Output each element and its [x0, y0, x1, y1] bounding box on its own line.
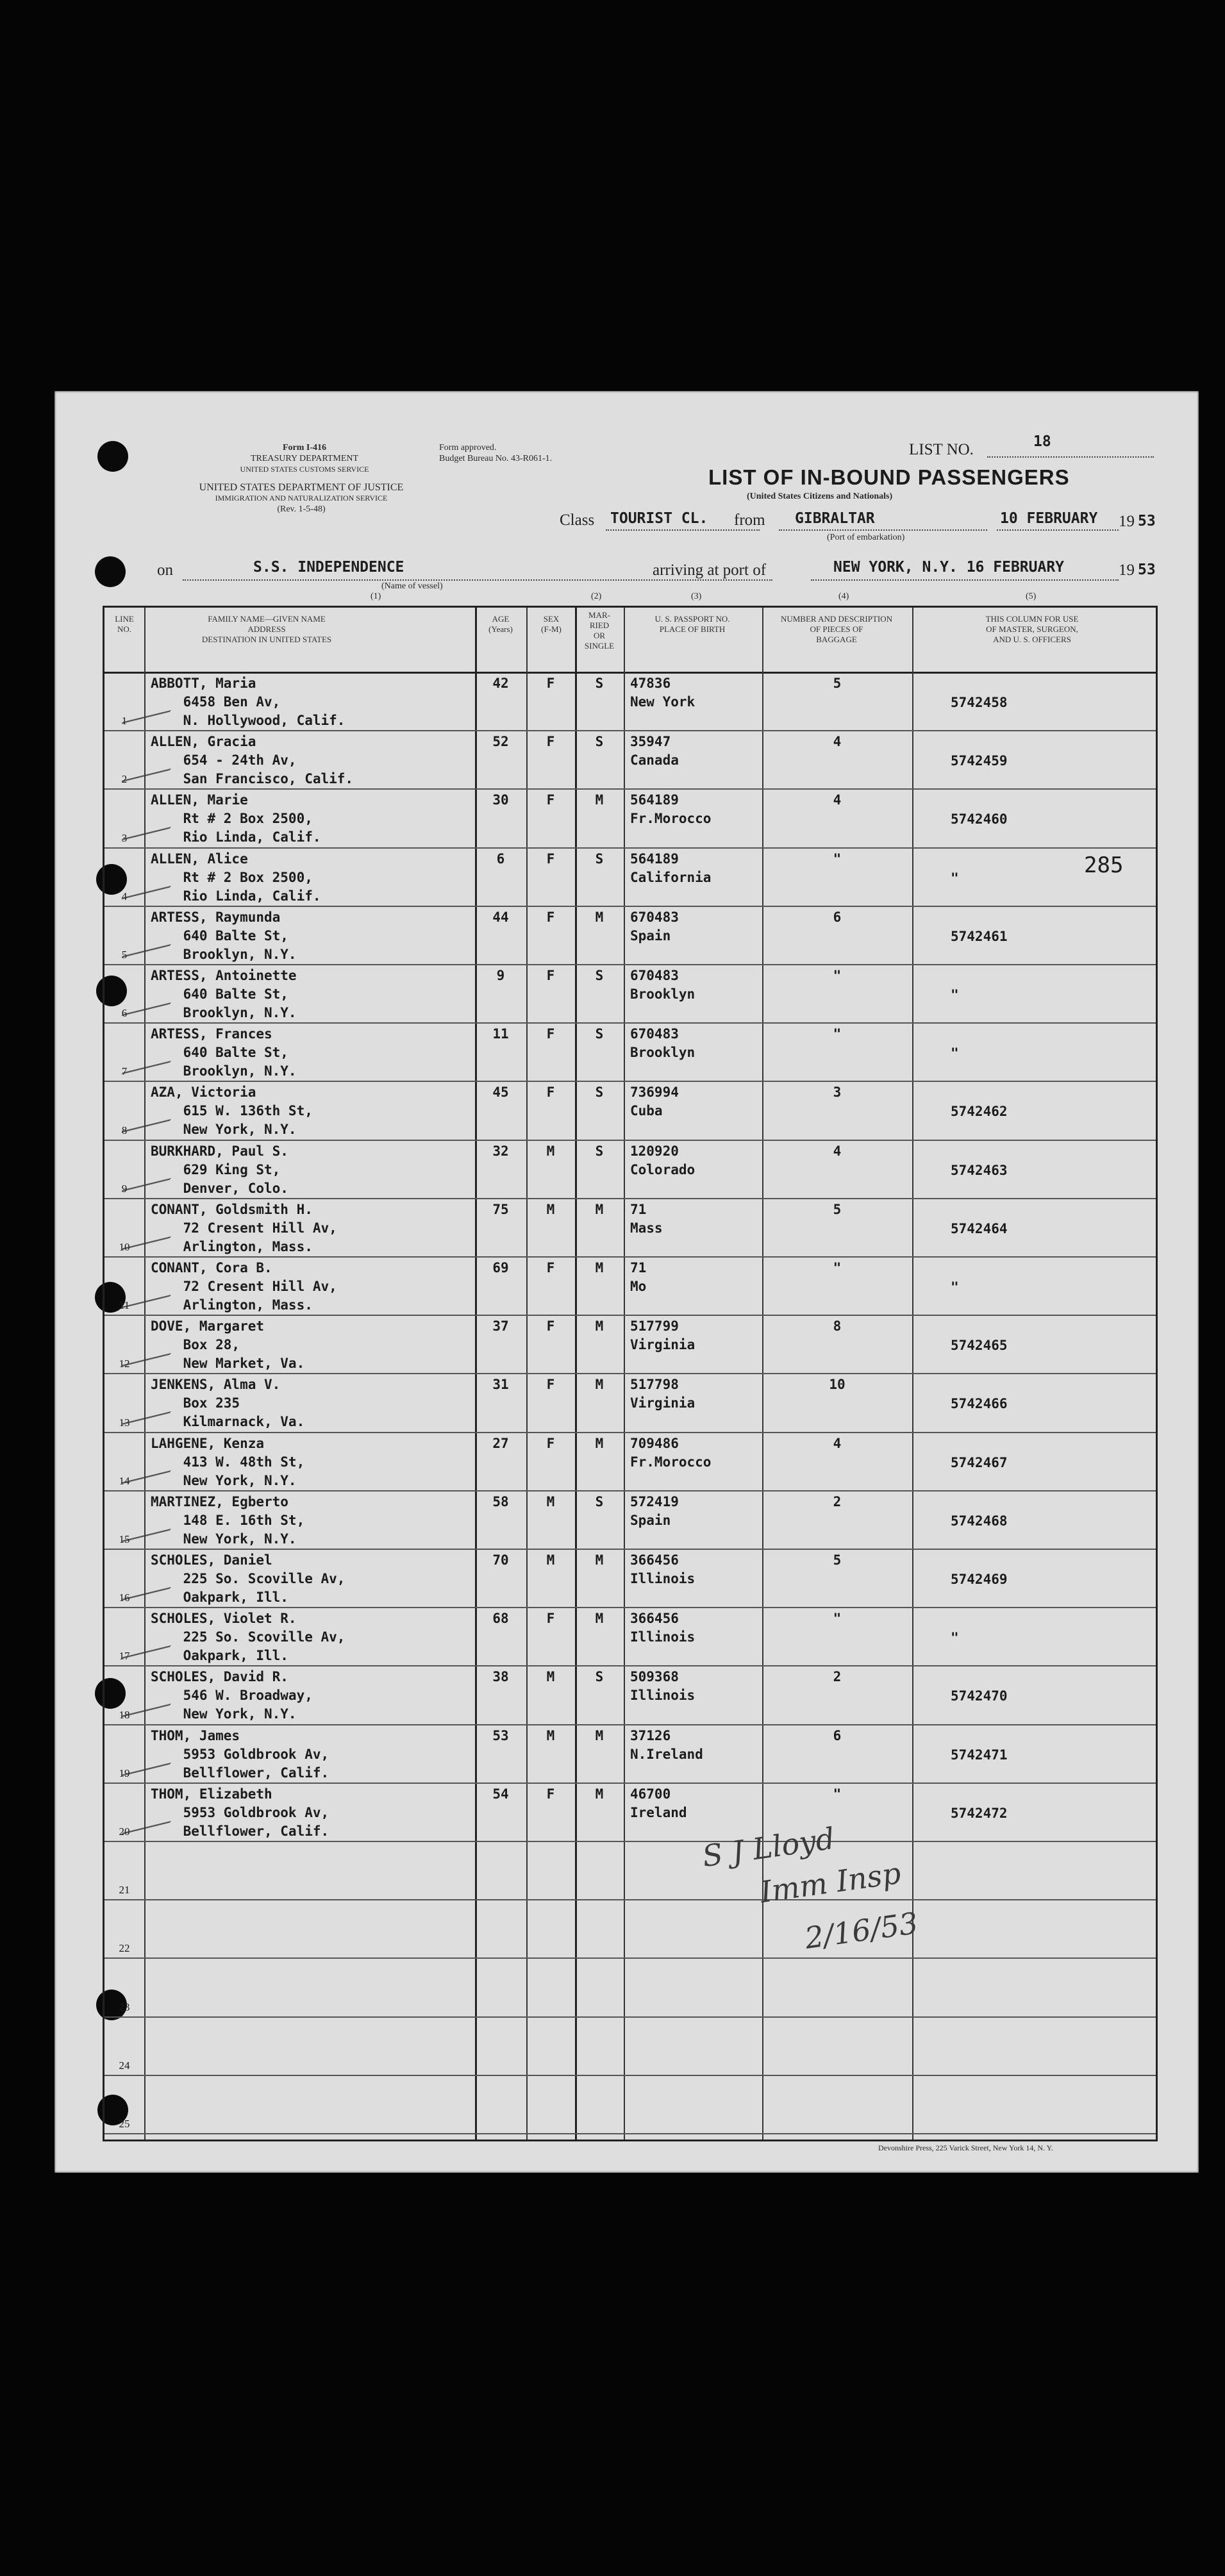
form-number: Form I-416	[282, 443, 327, 453]
passenger-age: 58	[492, 1493, 509, 1509]
list-no-label: LIST NO.	[909, 441, 974, 458]
passenger-age: 9	[496, 968, 505, 983]
line-number: 9	[121, 1182, 128, 1195]
line-number: 6	[121, 1007, 128, 1020]
baggage-count: 4	[833, 792, 842, 808]
table-row	[104, 1899, 1156, 1959]
passenger-age: 44	[492, 909, 509, 925]
form-header-justice	[157, 482, 446, 515]
department-treasury: TREASURY DEPARTMENT	[250, 454, 359, 463]
line-number: 19	[119, 1766, 130, 1779]
passenger-marital-status: M	[595, 1786, 604, 1802]
passenger-name-address: THOM, James 5953 Goldbrook Av, Bellflower, Calif.	[151, 1727, 329, 1781]
line-number: 2	[121, 773, 128, 786]
passenger-sex: F	[546, 1318, 555, 1334]
table-row	[104, 1198, 1156, 1258]
passenger-sex: F	[546, 792, 555, 808]
officer-column: "	[951, 1045, 959, 1061]
passenger-name-address: SCHOLES, Violet R. 225 So. Scoville Av, Oakpark, Ill.	[151, 1611, 346, 1664]
baggage-count: "	[833, 1611, 842, 1627]
passport-birthplace: 46700 Ireland	[630, 1786, 687, 1820]
passenger-age: 68	[492, 1611, 509, 1627]
passenger-sex: F	[546, 1084, 555, 1101]
line-number: 16	[119, 1591, 130, 1604]
passenger-age: 54	[492, 1786, 509, 1802]
passenger-name-address: MARTINEZ, Egberto 148 E. 16th St, New York, N.Y.	[151, 1493, 305, 1547]
header-line-no: LINE NO.	[115, 614, 134, 634]
passport-birthplace: 564189 Fr.Morocco	[630, 792, 712, 827]
baggage-count: 4	[833, 734, 842, 750]
passenger-sex: F	[546, 1611, 555, 1627]
table-row	[104, 672, 1156, 731]
line-number: 23	[119, 2000, 130, 2013]
document-subtitle: (United States Citizens and Nationals)	[747, 492, 893, 501]
passenger-marital-status: M	[595, 909, 604, 925]
passenger-marital-status: S	[595, 1026, 604, 1042]
passenger-table	[103, 606, 1158, 2141]
passport-birthplace: 120920 Colorado	[630, 1143, 696, 1177]
line-number: 8	[121, 1124, 128, 1136]
baggage-count: "	[833, 968, 842, 983]
passenger-sex: F	[546, 676, 555, 691]
passport-birthplace: 709486 Fr.Morocco	[630, 1435, 712, 1470]
baggage-count: 4	[833, 1435, 842, 1451]
header-passport: U. S. PASSPORT NO. PLACE OF BIRTH	[654, 614, 730, 634]
passenger-marital-status: M	[595, 1201, 604, 1217]
baggage-count: 3	[833, 1084, 842, 1101]
passenger-marital-status: M	[595, 1727, 604, 1743]
punch-hole	[95, 556, 126, 587]
passport-birthplace: 670483 Spain	[630, 909, 679, 943]
table-row	[104, 1373, 1156, 1433]
inspector-title-handwritten: Imm Insp	[758, 1855, 903, 1910]
officer-column: "	[951, 987, 959, 1002]
table-row	[104, 1490, 1156, 1550]
table-row	[104, 1607, 1156, 1666]
passenger-name-address: BURKHARD, Paul S. 629 King St, Denver, Colo.	[151, 1143, 288, 1196]
table-row	[104, 2075, 1156, 2134]
passenger-name-address: ARTESS, Antoinette 640 Balte St, Brooklyn, N.Y.	[151, 968, 297, 1020]
departure-date: 10 FEBRUARY	[1000, 510, 1098, 527]
table-row	[104, 2016, 1156, 2076]
passport-birthplace: 517798 Virginia	[630, 1377, 696, 1411]
form-approved-text: Form approved.	[439, 443, 497, 453]
line-number: 24	[119, 2059, 130, 2072]
form-header-left	[208, 442, 401, 475]
officer-column: 5742471	[951, 1747, 1008, 1763]
table-row	[104, 964, 1156, 1024]
table-row	[104, 788, 1156, 848]
passenger-name-address: CONANT, Goldsmith H. 72 Cresent Hill Av, Arlington, Mass.	[151, 1201, 337, 1254]
line-number: 4	[121, 890, 128, 902]
passport-birthplace: 366456 Illinois	[630, 1611, 696, 1645]
passenger-name-address: ALLEN, Marie Rt # 2 Box 2500, Rio Linda, Calif.	[151, 792, 321, 845]
line-number: 10	[119, 1240, 130, 1253]
table-row	[104, 1081, 1156, 1140]
passenger-age: 69	[492, 1260, 509, 1276]
passenger-marital-status: S	[595, 734, 604, 750]
line-number: 22	[119, 1942, 130, 1955]
table-row	[104, 1256, 1156, 1316]
passport-birthplace: 572419 Spain	[630, 1493, 679, 1528]
officer-column: 5742461	[951, 928, 1008, 944]
baggage-count: 5	[833, 1201, 842, 1217]
passenger-age: 42	[492, 676, 509, 691]
inspection-date-handwritten: 2/16/53	[803, 1905, 921, 1956]
passenger-age: 37	[492, 1318, 509, 1334]
passenger-sex: F	[546, 1786, 555, 1802]
table-row	[104, 1315, 1156, 1374]
officer-column: 5742464	[951, 1220, 1008, 1236]
from-value: GIBRALTAR	[795, 510, 875, 527]
passenger-sex: M	[546, 1201, 555, 1217]
passenger-marital-status: M	[595, 1377, 604, 1393]
table-row	[104, 1549, 1156, 1608]
table-row	[104, 1957, 1156, 2017]
column-number: (4)	[838, 592, 849, 601]
passenger-name-address: SCHOLES, David R. 546 W. Broadway, New York, N.Y.	[151, 1669, 313, 1722]
arrival-year-prefix: 19	[1119, 561, 1135, 579]
passenger-name-address: SCHOLES, Daniel 225 So. Scoville Av, Oakpark, Ill.	[151, 1552, 346, 1605]
line-number: 21	[119, 1884, 130, 1897]
year-prefix: 19	[1119, 513, 1135, 530]
passenger-name-address: CONANT, Cora B. 72 Cresent Hill Av, Arlington, Mass.	[151, 1260, 337, 1313]
passenger-marital-status: S	[595, 676, 604, 691]
passport-birthplace: 564189 California	[630, 851, 712, 885]
passenger-marital-status: M	[595, 1611, 604, 1627]
line-number: 20	[119, 1825, 130, 1838]
form-revision: (Rev. 1-5-48)	[277, 504, 326, 514]
baggage-count: "	[833, 1026, 842, 1042]
passport-birthplace: 670483 Brooklyn	[630, 1026, 696, 1061]
passenger-name-address: ARTESS, Frances 640 Balte St, Brooklyn, N.Y.	[151, 1026, 297, 1079]
table-header	[104, 608, 1156, 674]
officer-column: 5742470	[951, 1688, 1008, 1704]
officer-column: "	[951, 1630, 959, 1646]
passport-birthplace: 670483 Brooklyn	[630, 968, 696, 1002]
passenger-sex: M	[546, 1669, 555, 1685]
passenger-age: 27	[492, 1435, 509, 1451]
line-number: 3	[121, 831, 128, 844]
passport-birthplace: 71 Mo	[630, 1260, 647, 1294]
department-treasury-sub: UNITED STATES CUSTOMS SERVICE	[240, 465, 369, 474]
passport-birthplace: 35947 Canada	[630, 734, 679, 769]
column-number: (5)	[1026, 592, 1037, 601]
passenger-name-address: ALLEN, Gracia 654 - 24th Av, San Francisco, Calif.	[151, 734, 354, 787]
table-row	[104, 1841, 1156, 1900]
passenger-age: 6	[496, 851, 505, 867]
table-row	[104, 1432, 1156, 1492]
vessel-name: S.S. INDEPENDENCE	[253, 559, 404, 576]
passenger-sex: M	[546, 1143, 555, 1159]
baggage-count: 6	[833, 1727, 842, 1743]
passenger-age: 31	[492, 1377, 509, 1393]
officer-column: "	[951, 1279, 959, 1295]
document-title: LIST OF IN-BOUND PASSENGERS	[708, 465, 1070, 489]
passenger-marital-status: S	[595, 1493, 604, 1509]
officer-column: 5742459	[951, 753, 1008, 769]
class-label: Class	[560, 511, 595, 529]
officer-column: 5742460	[951, 811, 1008, 827]
department-justice: UNITED STATES DEPARTMENT OF JUSTICE	[199, 482, 404, 493]
baggage-count: 5	[833, 676, 842, 691]
baggage-count: 2	[833, 1669, 842, 1685]
vessel-caption: (Name of vessel)	[381, 581, 443, 591]
passenger-marital-status: M	[595, 792, 604, 808]
passport-birthplace: 736994 Cuba	[630, 1084, 679, 1119]
passport-birthplace: 37126 N.Ireland	[630, 1727, 703, 1762]
form-approval	[439, 442, 631, 464]
header-officers: THIS COLUMN FOR USE OF MASTER, SURGEON, AND U. S. OFFICERS	[985, 614, 1079, 644]
passenger-marital-status: M	[595, 1435, 604, 1451]
table-row	[104, 1022, 1156, 1082]
passenger-marital-status: S	[595, 1143, 604, 1159]
passport-birthplace: 509368 Illinois	[630, 1669, 696, 1704]
line-number: 7	[121, 1065, 128, 1078]
passenger-age: 52	[492, 734, 509, 750]
baggage-count: 4	[833, 1143, 842, 1159]
department-justice-sub: IMMIGRATION AND NATURALIZATION SERVICE	[215, 494, 388, 503]
passenger-age: 75	[492, 1201, 509, 1217]
passenger-name-address: ABBOTT, Maria 6458 Ben Av, N. Hollywood, Calif.	[151, 676, 346, 728]
baggage-count: "	[833, 1260, 842, 1276]
baggage-count: 2	[833, 1493, 842, 1509]
passport-birthplace: 47836 New York	[630, 676, 696, 710]
passenger-name-address: DOVE, Margaret Box 28, New Market, Va.	[151, 1318, 305, 1372]
arriving-label: arriving at port of	[653, 561, 767, 579]
passenger-marital-status: S	[595, 1084, 604, 1101]
passenger-marital-status: M	[595, 1318, 604, 1334]
arrival-port-date: NEW YORK, N.Y. 16 FEBRUARY	[833, 559, 1065, 576]
passenger-sex: F	[546, 1435, 555, 1451]
header-baggage: NUMBER AND DESCRIPTION OF PIECES OF BAGGAGE	[780, 614, 893, 644]
line-number: 13	[119, 1416, 130, 1429]
table-row	[104, 1724, 1156, 1784]
passenger-name-address: AZA, Victoria 615 W. 136th St, New York, N.Y.	[151, 1084, 313, 1138]
passenger-age: 11	[492, 1026, 509, 1042]
passport-birthplace: 517799 Virginia	[630, 1318, 696, 1353]
printer-imprint: Devonshire Press, 225 Varick Street, New York 14, N. Y.	[878, 2143, 1053, 2152]
passenger-sex: M	[546, 1727, 555, 1743]
passenger-name-address: LAHGENE, Kenza 413 W. 48th St, New York, N.Y.	[151, 1435, 305, 1488]
line-number: 17	[119, 1650, 130, 1663]
from-label: from	[734, 511, 765, 529]
passenger-age: 53	[492, 1727, 509, 1743]
officer-column: 5742463	[951, 1162, 1008, 1178]
line-number: 1	[121, 715, 128, 727]
table-row	[104, 1665, 1156, 1725]
officer-note: 285	[1084, 852, 1124, 878]
line-number: 11	[119, 1299, 130, 1312]
baggage-count: 8	[833, 1318, 842, 1334]
officer-column: 5742462	[951, 1104, 1008, 1120]
passenger-name-address: JENKENS, Alma V. Box 235 Kilmarnack, Va.	[151, 1377, 305, 1430]
table-row	[104, 1140, 1156, 1199]
table-row	[104, 1782, 1156, 1842]
passenger-sex: F	[546, 851, 555, 867]
passenger-sex: F	[546, 1260, 555, 1276]
table-row	[104, 730, 1156, 790]
passenger-sex: F	[546, 734, 555, 750]
on-label: on	[157, 561, 173, 579]
officer-column: 5742468	[951, 1513, 1008, 1529]
inspector-signature: S J Lloyd	[700, 1820, 837, 1874]
officer-column: 5742465	[951, 1338, 1008, 1354]
baggage-count: "	[833, 1786, 842, 1802]
passenger-sex: F	[546, 909, 555, 925]
arrival-year: 53	[1138, 561, 1156, 578]
list-no-value: 18	[1033, 433, 1051, 450]
line-number: 5	[121, 948, 128, 961]
passenger-marital-status: S	[595, 968, 604, 983]
officer-column: 5742466	[951, 1396, 1008, 1412]
officer-column: 5742469	[951, 1572, 1008, 1587]
passenger-sex: M	[546, 1552, 555, 1568]
passenger-age: 38	[492, 1669, 509, 1685]
class-value: TOURIST CL.	[610, 510, 708, 527]
column-number: (1)	[371, 592, 381, 601]
passenger-name-address: ARTESS, Raymunda 640 Balte St, Brooklyn, N.Y.	[151, 909, 297, 962]
passenger-age: 32	[492, 1143, 509, 1159]
column-number: (3)	[691, 592, 702, 601]
passenger-marital-status: S	[595, 851, 604, 867]
passport-birthplace: 71 Mass	[630, 1201, 663, 1236]
passenger-sex: F	[546, 1026, 555, 1042]
passenger-marital-status: S	[595, 1669, 604, 1685]
line-number: 14	[119, 1474, 130, 1487]
line-number: 25	[119, 2117, 130, 2130]
baggage-count: "	[833, 851, 842, 867]
passenger-sex: M	[546, 1493, 555, 1509]
passenger-age: 70	[492, 1552, 509, 1568]
officer-column: 5742458	[951, 695, 1008, 710]
passenger-name-address: THOM, Elizabeth 5953 Goldbrook Av, Bellflower, Calif.	[151, 1786, 329, 1839]
passenger-name-address: ALLEN, Alice Rt # 2 Box 2500, Rio Linda, Calif.	[151, 851, 321, 904]
table-row	[104, 906, 1156, 965]
line-number: 15	[119, 1533, 130, 1545]
passenger-marital-status: M	[595, 1552, 604, 1568]
baggage-count: 6	[833, 909, 842, 925]
departure-year: 53	[1138, 513, 1156, 529]
passenger-sex: F	[546, 968, 555, 983]
officer-column: 5742472	[951, 1805, 1008, 1821]
passenger-sex: F	[546, 1377, 555, 1393]
punch-hole	[97, 441, 128, 472]
passenger-age: 45	[492, 1084, 509, 1101]
header-name: FAMILY NAME—GIVEN NAME ADDRESS DESTINATION IN UNITED STATES	[201, 614, 332, 644]
column-number: (2)	[591, 592, 602, 601]
baggage-count: 10	[829, 1377, 846, 1393]
line-number: 12	[119, 1358, 130, 1370]
passenger-marital-status: M	[595, 1260, 604, 1276]
budget-bureau-text: Budget Bureau No. 43-R061-1.	[439, 454, 553, 463]
table-row	[104, 847, 1156, 907]
officer-column: 5742467	[951, 1454, 1008, 1470]
header-age: AGE (Years)	[488, 614, 513, 634]
header-sex: SEX (F-M)	[541, 614, 562, 634]
baggage-count: 5	[833, 1552, 842, 1568]
line-number: 18	[119, 1708, 130, 1721]
port-embarkation-caption: (Port of embarkation)	[827, 533, 905, 542]
passenger-age: 30	[492, 792, 509, 808]
header-married: MAR- RIED OR SINGLE	[584, 610, 615, 651]
passport-birthplace: 366456 Illinois	[630, 1552, 696, 1586]
officer-column: "	[951, 870, 959, 886]
